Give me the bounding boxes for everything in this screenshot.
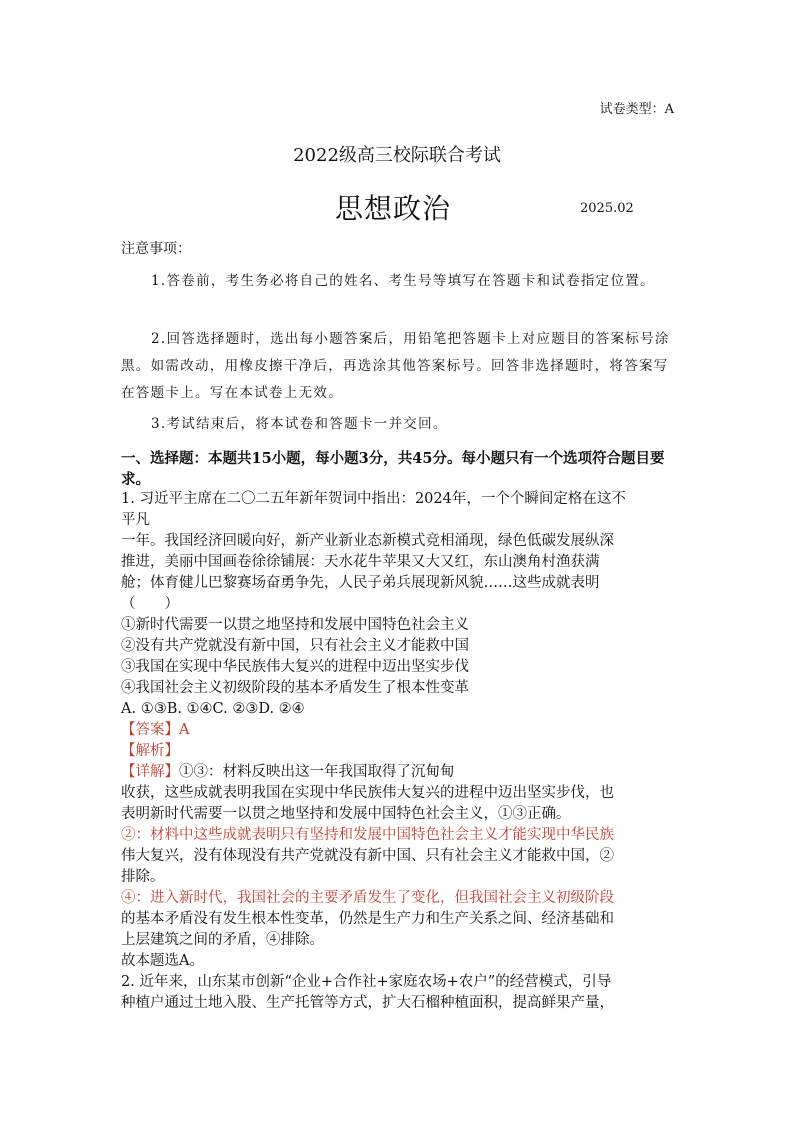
question-1-line: 平凡 xyxy=(121,512,150,528)
conclusion-line: 故本题选A。 xyxy=(121,953,204,969)
question-1-line: 1. 习近平主席在二〇二五年新年贺词中指出：2024年，一个个瞬间定格在这不 xyxy=(121,491,626,507)
explanation-line: 上层建筑之间的矛盾，④排除。 xyxy=(121,932,324,948)
explanation-option-4: ④：进入新时代，我国社会的主要矛盾发生了变化，但我国社会主义初级阶段 xyxy=(121,890,614,906)
explanation-line: 伟大复兴，没有体现没有共产党就没有新中国、只有社会主义才能救中国，② xyxy=(121,848,614,864)
detail-line: 收获，这些成就表明我国在实现中华民族伟大复兴的进程中迈出坚实步伐，也 xyxy=(121,785,614,801)
question-1-line: 一年。我国经济回暖向好，新产业新业态新模式竞相涌现，绿色低碳发展纵深 xyxy=(121,533,614,549)
option-statement-2: ②没有共产党就没有新中国，只有社会主义才能救中国 xyxy=(121,638,469,654)
notice-item-3: 3.考试结束后，将本试卷和答题卡一并交回。 xyxy=(151,416,448,432)
option-statement-4: ④我国社会主义初级阶段的基本矛盾发生了根本性变革 xyxy=(121,680,469,696)
option-statement-3: ③我国在实现中华民族伟大复兴的进程中迈出坚实步伐 xyxy=(121,659,469,675)
explanation-line: 排除。 xyxy=(121,869,165,885)
question-2-line: 种植户通过土地入股、生产托管等方式，扩大石榴种植面积，提高鲜果产量， xyxy=(121,995,614,1011)
notice-title: 注意事项： xyxy=(121,241,191,257)
answer-choices: A. ①③B. ①④C. ②③D. ②④ xyxy=(121,701,305,717)
explanation-line: 的基本矛盾没有发生根本性变革，仍然是生产力和生产关系之间、经济基础和 xyxy=(121,911,614,927)
question-2-line: 2. 近年来，山东某市创新“企业+合作社+家庭农场+农户”的经营模式，引导 xyxy=(121,974,612,990)
answer-value: A xyxy=(179,722,190,738)
exam-date: 2025.02 xyxy=(580,201,634,216)
section-heading: 一、选择题：本题共15小题，每小题3分，共45分。每小题只有一个选项符合题目要求。 xyxy=(121,450,665,488)
detail-line xyxy=(121,762,455,783)
analysis-tag: 【解析】 xyxy=(121,743,179,759)
option-statement-1: ①新时代需要一以贯之地坚持和发展中国特色社会主义 xyxy=(121,617,469,633)
notice-item-1: 1.答卷前，考生务必将自己的姓名、考生号等填写在答题卡和试卷指定位置。 xyxy=(151,273,655,289)
exam-title: 2022级高三校际联合考试 xyxy=(293,145,501,166)
detail-text: ①③：材料反映出这一年我国取得了沉甸甸 xyxy=(179,764,455,780)
detail-tag: 【详解】 xyxy=(121,764,179,780)
detail-line: 表明新时代需要一以贯之地坚持和发展中国特色社会主义，①③正确。 xyxy=(121,806,571,822)
question-1-line: 推进，美丽中国画卷徐徐铺展：天水花牛苹果又大又红，东山澳角村渔获满 xyxy=(121,554,600,570)
answer-tag: 【答案】 xyxy=(121,722,179,738)
question-1-line: 舱；体育健儿巴黎赛场奋勇争先，人民子弟兵展现新风貌……这些成就表明 xyxy=(121,575,600,591)
notice-item-2: 2.回答选择题时，选出每小题答案后，用铅笔把答题卡上对应题目的答案标号涂黑。如需改动，用橡皮擦干净后，再选涂其他答案标号。回答非选择题时，将答案写在答题卡上。写在本试卷上无效。 xyxy=(121,331,670,401)
exam-type-label: 试卷类型：A xyxy=(599,102,674,117)
subject-title: 思想政治 xyxy=(335,192,452,225)
answer-line xyxy=(121,720,189,741)
explanation-option-2: ②：材料中这些成就表明只有坚持和发展中国特色社会主义才能实现中华民族 xyxy=(121,827,614,843)
question-1-blank: （ ） xyxy=(121,596,179,612)
